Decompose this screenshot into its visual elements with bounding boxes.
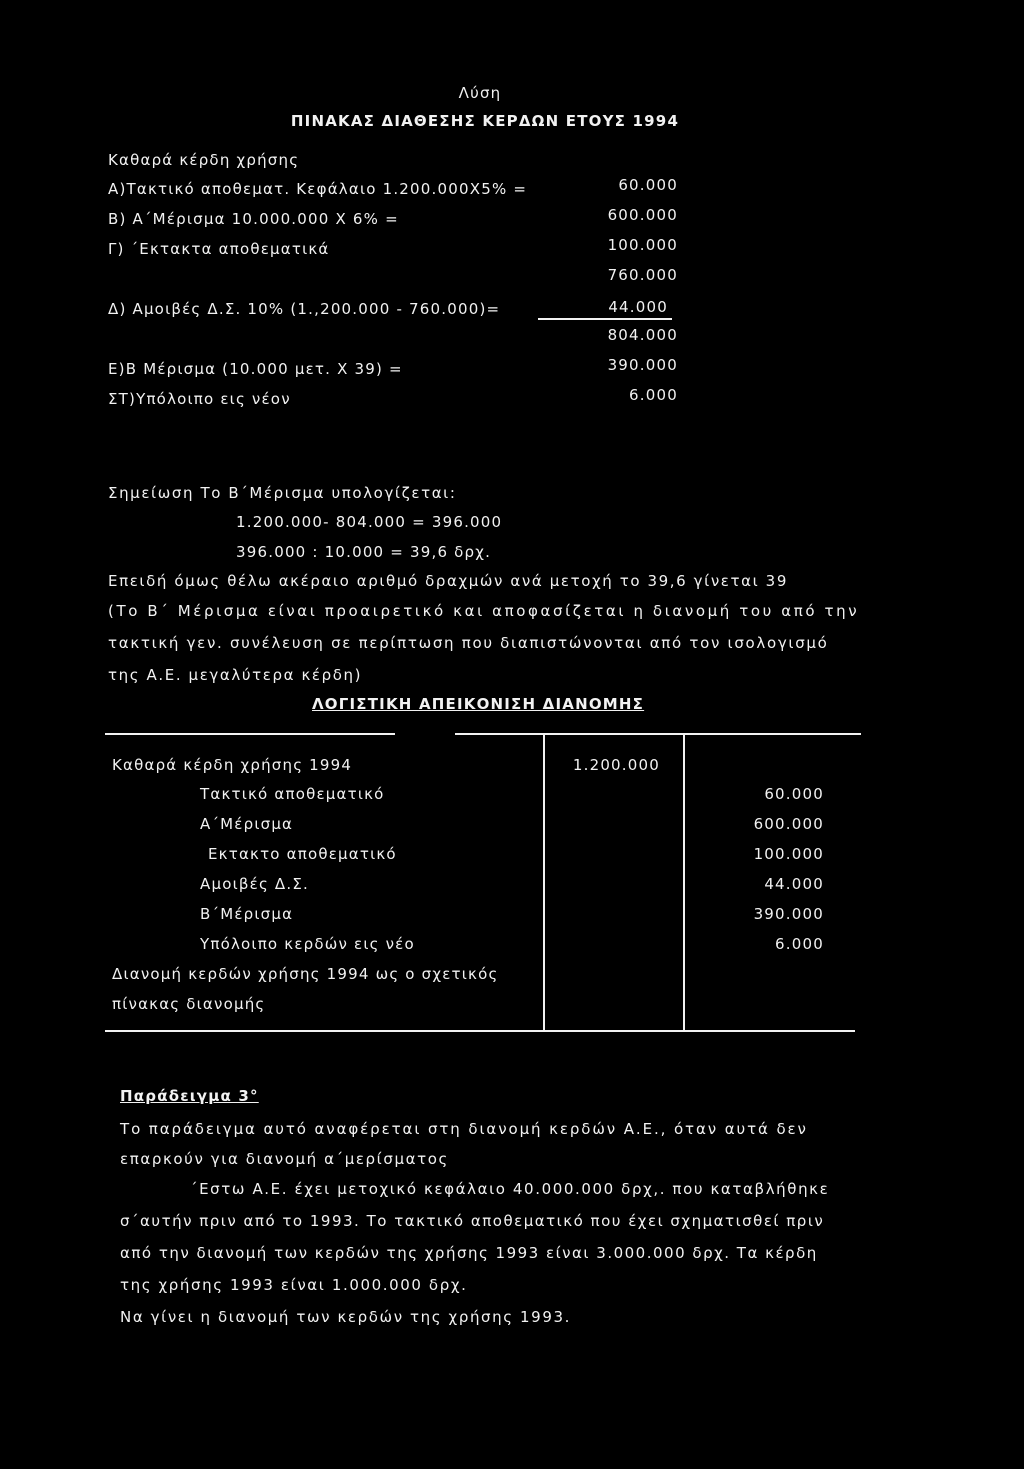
ledger-debit-value: 1.200.000 bbox=[572, 756, 660, 774]
ledger-footer-line-2: πίνακας διανομής bbox=[112, 995, 266, 1013]
ledger-footer-line-1: Διανομή κερδών χρήσης 1994 ως ο σχετικός bbox=[112, 965, 499, 983]
example-title: Παράδειγμα 3° bbox=[120, 1087, 259, 1105]
note-line-1: Επειδή όμως θέλω ακέραιο αριθμό δραχμών ανά μετοχή το 39,6 γίνεται 39 bbox=[108, 572, 788, 590]
ledger-divider-2 bbox=[683, 733, 685, 1031]
ledger-title: ΛΟΓΙΣΤΙΚΗ ΑΠΕΙΚΟΝΙΣΗ ΔΙΑΝΟΜΗΣ bbox=[312, 695, 645, 713]
row-d-underline bbox=[538, 318, 672, 320]
note-calc-2: 396.000 : 10.000 = 39,6 δρχ. bbox=[236, 543, 492, 561]
example-line-7: Να γίνει η διανομή των κερδών της χρήσης 1993. bbox=[120, 1308, 571, 1326]
ledger-credit-label: Αμοιβές Δ.Σ. bbox=[200, 875, 309, 893]
row-d-label: Δ) Αμοιβές Δ.Σ. 10% (1.,200.000 - 760.000)= bbox=[108, 300, 501, 318]
row-c-label: Γ) ΄Εκτακτα αποθεματικά bbox=[108, 240, 330, 258]
row-b-value: 600.000 bbox=[607, 206, 678, 224]
note-calc-1: 1.200.000- 804.000 = 396.000 bbox=[236, 513, 503, 531]
ledger-divider-1 bbox=[543, 733, 545, 1031]
ledger-credit-value: 44.000 bbox=[764, 875, 824, 893]
ledger-top-line-left bbox=[105, 733, 395, 735]
example-line-5: από την διανομή των κερδών της χρήσης 1993 είναι 3.000.000 δρχ. Τα κέρδη bbox=[120, 1244, 818, 1262]
ledger-credit-label: Εκτακτο αποθεματικό bbox=[208, 845, 397, 863]
example-line-4: σ΄αυτήν πριν από το 1993. Το τακτικό αποθεματικό που έχει σχηματισθεί πριν bbox=[120, 1212, 825, 1230]
ledger-credit-value: 600.000 bbox=[753, 815, 824, 833]
row-c-value: 100.000 bbox=[607, 236, 678, 254]
row-e-label: Ε)Β Μέρισμα (10.000 μετ. Χ 39) = bbox=[108, 360, 403, 378]
row-b-label: Β) Α΄Μέρισμα 10.000.000 Χ 6% = bbox=[108, 210, 399, 228]
note-line-2: (Το Β΄ Μέρισμα είναι προαιρετικό και αποφασίζεται η διανομή του από την bbox=[108, 602, 860, 620]
ledger-credit-label: Β΄Μέρισμα bbox=[200, 905, 294, 923]
net-profit-label: Καθαρά κέρδη χρήσης bbox=[108, 151, 300, 169]
note-title: Σημείωση Το Β΄Μέρισμα υπολογίζεται: bbox=[108, 484, 457, 502]
ledger-credit-value: 6.000 bbox=[775, 935, 824, 953]
distribution-table-title: ΠΙΝΑΚΑΣ ΔΙΑΘΕΣΗΣ ΚΕΡΔΩΝ ΕΤΟΥΣ 1994 bbox=[290, 112, 680, 130]
row-a-label: Α)Τακτικό αποθεματ. Κεφάλαιο 1.200.000Χ5% = bbox=[108, 180, 528, 198]
example-line-2: επαρκούν για διανομή α΄μερίσματος bbox=[120, 1150, 449, 1168]
ledger-credit-label: Υπόλοιπο κερδών εις νέο bbox=[200, 935, 415, 953]
ledger-credit-label: Τακτικό αποθεματικό bbox=[200, 785, 385, 803]
row-f-label: ΣΤ)Υπόλοιπο εις νέον bbox=[108, 390, 291, 408]
ledger-credit-label: Α΄Μέρισμα bbox=[200, 815, 294, 833]
subtotal-1-value: 760.000 bbox=[607, 266, 678, 284]
ledger-debit-label: Καθαρά κέρδη χρήσης 1994 bbox=[112, 756, 353, 774]
note-line-4: της Α.Ε. μεγαλύτερα κέρδη) bbox=[108, 666, 363, 684]
ledger-credit-value: 100.000 bbox=[753, 845, 824, 863]
row-d-value: 44.000 bbox=[608, 298, 668, 316]
row-f-value: 6.000 bbox=[629, 386, 678, 404]
note-line-3: τακτική γεν. συνέλευση σε περίπτωση που διαπιστώνονται από τον ισολογισμό bbox=[108, 634, 829, 652]
solution-heading: Λύση bbox=[458, 84, 502, 102]
row-e-value: 390.000 bbox=[607, 356, 678, 374]
ledger-credit-value: 390.000 bbox=[753, 905, 824, 923]
ledger-top-line-right bbox=[455, 733, 861, 735]
subtotal-2-value: 804.000 bbox=[607, 326, 678, 344]
example-line-1: Το παράδειγμα αυτό αναφέρεται στη διανομή κερδών Α.Ε., όταν αυτά δεν bbox=[120, 1120, 808, 1138]
ledger-credit-value: 60.000 bbox=[764, 785, 824, 803]
row-a-value: 60.000 bbox=[618, 176, 678, 194]
example-line-3: ΄Εστω Α.Ε. έχει μετοχικό κεφάλαιο 40.000.000 δρχ,. που καταβλήθηκε bbox=[190, 1180, 830, 1198]
example-line-6: της χρήσης 1993 είναι 1.000.000 δρχ. bbox=[120, 1276, 468, 1294]
ledger-bottom-line bbox=[105, 1030, 855, 1032]
